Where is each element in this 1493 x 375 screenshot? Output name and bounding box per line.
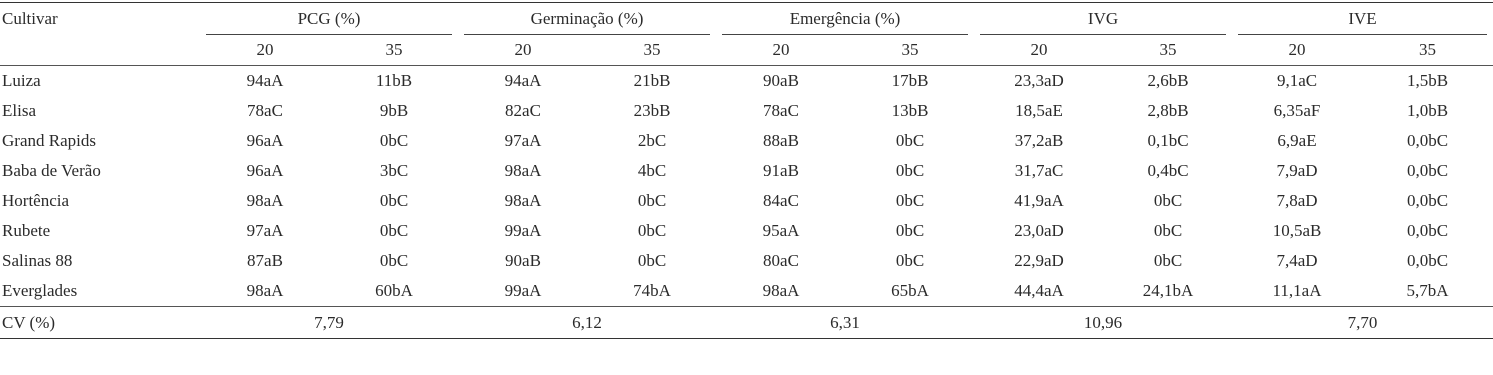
table-cell: 97aA	[504, 131, 542, 150]
cultivar-name: Hortência	[2, 191, 70, 210]
table-cell: 0bC	[379, 251, 409, 270]
cultivar-name: Everglades	[2, 281, 78, 300]
cv-value-ive: 7,70	[1232, 307, 1493, 339]
table-cell: 7,9aD	[1276, 161, 1318, 180]
table-cell: 0bC	[379, 221, 409, 240]
table-cell: 0bC	[637, 191, 667, 210]
table-row	[0, 96, 1493, 126]
table-cell: 0bC	[895, 251, 925, 270]
temp-header: 20	[458, 35, 588, 66]
table-cell: 7,4aD	[1276, 251, 1318, 270]
table-cell: 0,0bC	[1406, 221, 1449, 240]
temp-header: 35	[1104, 35, 1232, 66]
table-cell: 13bB	[891, 101, 929, 120]
table-cell: 87aB	[247, 251, 283, 270]
table-cell: 17bB	[891, 71, 929, 90]
table-cell: 0bC	[895, 221, 925, 240]
table-cell: 10,5aB	[1272, 221, 1322, 240]
table-cell: 9,1aC	[1276, 71, 1318, 90]
table-cell: 0,0bC	[1406, 131, 1449, 150]
table-cell: 78aC	[763, 101, 799, 120]
header-row-groups	[0, 3, 1493, 36]
cultivar-name: Grand Rapids	[2, 131, 96, 150]
table-cell: 23,0aD	[1014, 221, 1064, 240]
group-header-germinacao	[458, 3, 716, 36]
table-cell: 65bA	[891, 281, 929, 300]
table-cell: 2bC	[637, 131, 667, 150]
table-cell: 3bC	[379, 161, 409, 180]
table-row	[0, 216, 1493, 246]
table-row	[0, 66, 1493, 97]
table-cell: 90aB	[763, 71, 799, 90]
table-cell: 1,0bB	[1406, 101, 1449, 120]
table-cell: 0bC	[379, 191, 409, 210]
header-empty-cell	[0, 35, 200, 66]
cv-label: CV (%)	[0, 307, 200, 339]
table-cell: 82aC	[505, 101, 541, 120]
group-header-ive-label: IVE	[1348, 9, 1377, 28]
table-cell: 98aA	[762, 281, 800, 300]
table-cell: 23,3aD	[1014, 71, 1064, 90]
table-cell: 0bC	[1153, 251, 1183, 270]
table-cell: 60bA	[375, 281, 413, 300]
group-header-ivg	[974, 3, 1232, 36]
cv-row	[0, 307, 1493, 339]
table-cell: 94aA	[246, 71, 284, 90]
temp-header: 35	[588, 35, 716, 66]
table-cell: 2,8bB	[1147, 101, 1189, 120]
cv-value-emergencia: 6,31	[716, 307, 974, 339]
table-cell: 0,0bC	[1406, 161, 1449, 180]
table-row	[0, 276, 1493, 307]
cultivar-name: Rubete	[2, 221, 51, 240]
temp-header: 35	[1362, 35, 1493, 66]
cultivar-name: Baba de Verão	[2, 161, 101, 180]
group-header-pcg	[200, 3, 458, 36]
table-cell: 0,0bC	[1406, 251, 1449, 270]
cultivar-header: Cultivar	[0, 3, 200, 36]
table-cell: 0bC	[895, 161, 925, 180]
temp-header: 35	[330, 35, 458, 66]
table-cell: 11,1aA	[1272, 281, 1322, 300]
table-cell: 99aA	[504, 281, 542, 300]
table-cell: 0bC	[379, 131, 409, 150]
cultivar-name: Salinas 88	[2, 251, 73, 270]
table-cell: 0bC	[895, 191, 925, 210]
cultivar-name: Luiza	[2, 71, 41, 90]
table-cell: 74bA	[633, 281, 671, 300]
temp-header: 20	[1232, 35, 1362, 66]
table-cell: 98aA	[246, 191, 284, 210]
table-cell: 99aA	[504, 221, 542, 240]
header-row-temperatures	[0, 35, 1493, 66]
table-cell: 31,7aC	[1014, 161, 1064, 180]
table-cell: 0bC	[895, 131, 925, 150]
group-header-ivg-label: IVG	[1087, 9, 1119, 28]
table-cell: 41,9aA	[1014, 191, 1064, 210]
table-cell: 5,7bA	[1406, 281, 1449, 300]
table-cell: 7,8aD	[1276, 191, 1318, 210]
table-cell: 22,9aD	[1014, 251, 1064, 270]
table-cell: 0bC	[637, 221, 667, 240]
table-cell: 23bB	[633, 101, 671, 120]
group-header-germinacao-label: Germinação (%)	[530, 9, 644, 28]
table-row	[0, 156, 1493, 186]
temp-header: 20	[716, 35, 846, 66]
table-cell: 0bC	[1153, 191, 1183, 210]
table-cell: 96aA	[246, 161, 284, 180]
table-cell: 0bC	[637, 251, 667, 270]
cultivar-name: Elisa	[2, 101, 36, 120]
cv-value-germinacao: 6,12	[458, 307, 716, 339]
table-cell: 2,6bB	[1147, 71, 1189, 90]
table-cell: 37,2aB	[1014, 131, 1064, 150]
table-cell: 91aB	[763, 161, 799, 180]
table-cell: 21bB	[633, 71, 671, 90]
table-row	[0, 186, 1493, 216]
temp-header: 20	[200, 35, 330, 66]
temp-header: 35	[846, 35, 974, 66]
table-cell: 84aC	[763, 191, 799, 210]
table-cell: 90aB	[505, 251, 541, 270]
table-cell: 98aA	[504, 191, 542, 210]
cv-value-pcg: 7,79	[200, 307, 458, 339]
table-cell: 0,1bC	[1147, 131, 1189, 150]
cultivar-results-table	[0, 2, 1493, 339]
group-header-emergencia-label: Emergência (%)	[789, 9, 901, 28]
cv-value-ivg: 10,96	[974, 307, 1232, 339]
table-cell: 95aA	[762, 221, 800, 240]
group-header-emergencia	[716, 3, 974, 36]
table-cell: 4bC	[637, 161, 667, 180]
table-cell: 0,0bC	[1406, 191, 1449, 210]
table-cell: 94aA	[504, 71, 542, 90]
table-cell: 1,5bB	[1406, 71, 1449, 90]
table-cell: 96aA	[246, 131, 284, 150]
table-cell: 80aC	[763, 251, 799, 270]
table-cell: 11bB	[375, 71, 413, 90]
temp-header: 20	[974, 35, 1104, 66]
table-cell: 98aA	[246, 281, 284, 300]
table-cell: 18,5aE	[1015, 101, 1063, 120]
table-cell: 78aC	[247, 101, 283, 120]
table-row	[0, 126, 1493, 156]
table-cell: 6,35aF	[1273, 101, 1321, 120]
table-cell: 6,9aE	[1277, 131, 1317, 150]
table-cell: 0,4bC	[1147, 161, 1189, 180]
table-cell: 0bC	[1153, 221, 1183, 240]
table-row	[0, 246, 1493, 276]
table-cell: 88aB	[763, 131, 799, 150]
table-cell: 97aA	[246, 221, 284, 240]
group-header-pcg-label: PCG (%)	[297, 9, 361, 28]
table-cell: 9bB	[379, 101, 409, 120]
table-cell: 98aA	[504, 161, 542, 180]
group-header-ive	[1232, 3, 1493, 36]
table-cell: 44,4aA	[1014, 281, 1064, 300]
table-cell: 24,1bA	[1142, 281, 1194, 300]
